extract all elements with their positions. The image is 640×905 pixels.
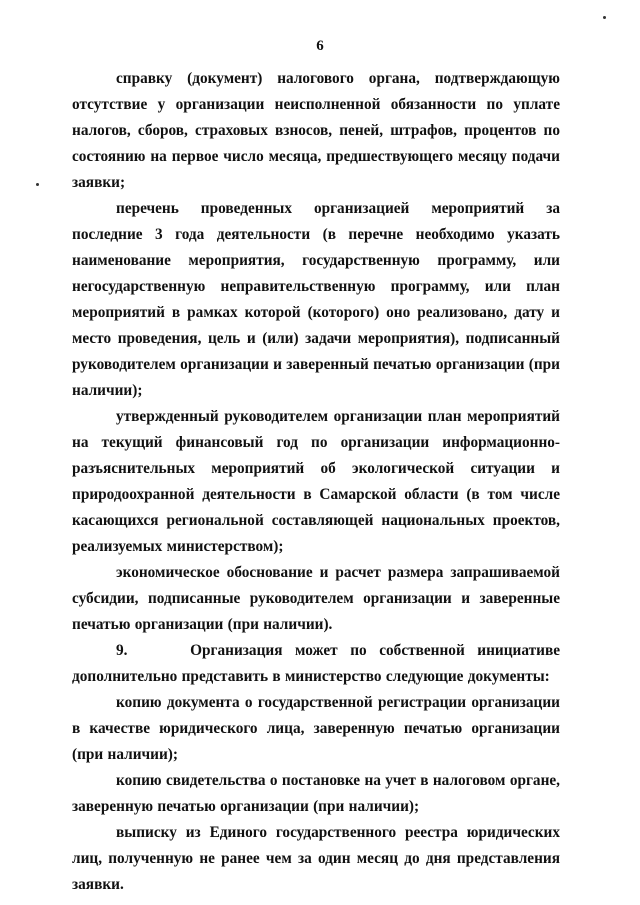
paragraph-registry-extract: выписку из Единого государственного реестра юридических лиц, полученную не ранее чем за один месяц до дня представления заявки.	[72, 824, 560, 893]
paragraph-economic-justification: экономическое обоснование и расчет размера запрашиваемой субсидии, подписанные руководителем организации и заверенные печатью организации (при наличии).	[72, 564, 560, 633]
paragraph-events-plan: утвержденный руководителем организации план мероприятий на текущий финансовый год по организации информационно-разъяснительных мероприятий об экологической ситуации и природоохранной деятельности в Самарской области (в том числе касающихся региональной составляющей национальных проектов, реализуемых министерством);	[72, 408, 560, 555]
paragraph-tax-registration-copy: копию свидетельства о постановке на учет в налоговом органе, заверенную печатью организации (при наличии);	[72, 772, 560, 815]
scan-speck	[36, 183, 39, 186]
paragraph-events-list: перечень проведенных организацией мероприятий за последние 3 года деятельности (в перечне необходимо указать наименование мероприятия, государственную программу, или негосударственную неправительственную программу, или план мероприятий в рамках которой (которого) оно реализовано, дату и место проведения, цель и (или) задачи мероприятия), подписанный руководителем организации и заверенный печатью организации (при наличии);	[72, 200, 560, 399]
page-number: 6	[316, 38, 324, 54]
paragraph-item-9: 9. Организация может по собственной инициативе дополнительно представить в министерство следующие документы:	[72, 642, 560, 685]
scan-speck	[603, 16, 606, 19]
paragraph-registration-copy: копию документа о государственной регистрации организации в качестве юридического лица, заверенную печатью организации (при наличии);	[72, 694, 560, 763]
paragraph-tax-certificate: справку (документ) налогового органа, подтверждающую отсутствие у организации неисполненной обязанности по уплате налогов, сборов, страховых взносов, пеней, штрафов, процентов по состоянию на первое число месяца, предшествующего месяцу подачи заявки;	[72, 70, 560, 191]
document-body	[72, 66, 560, 898]
